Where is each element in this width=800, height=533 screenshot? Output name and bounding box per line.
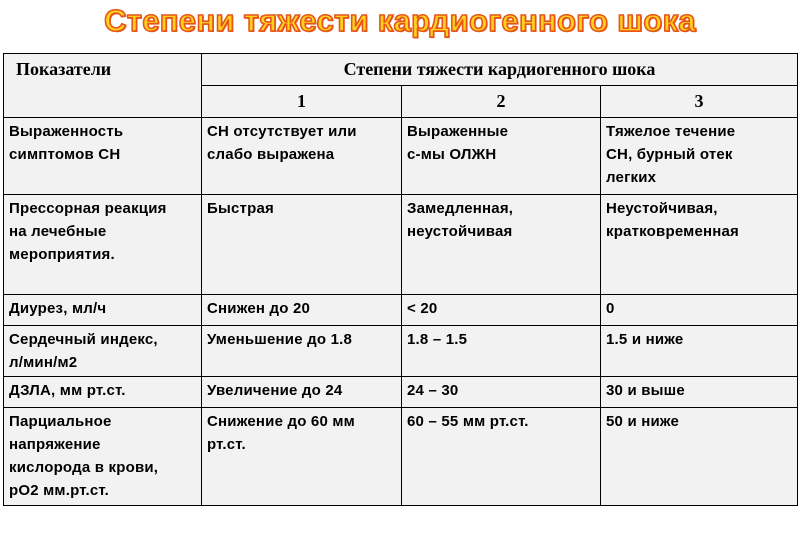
cell-line: рО2 мм.рт.ст. bbox=[9, 482, 109, 499]
cell-line: Тяжелое течение bbox=[606, 123, 736, 140]
cell-line: Снижен до 20 bbox=[207, 300, 311, 317]
degree-3: 3 bbox=[601, 86, 798, 118]
cell-line: Парциальное bbox=[9, 413, 112, 430]
cell-line: 60 – 55 мм рт.ст. bbox=[407, 413, 529, 430]
table-row bbox=[4, 326, 798, 377]
degree-1-cell bbox=[202, 118, 402, 195]
cell-line: кратковременная bbox=[606, 223, 740, 240]
cell-line: Замедленная, bbox=[407, 200, 514, 217]
indicator-cell bbox=[4, 195, 202, 295]
indicator-cell bbox=[4, 377, 202, 408]
cell-line: неустойчивая bbox=[407, 223, 513, 240]
cell-line: Быстрая bbox=[207, 200, 274, 217]
cell-line: симптомов СН bbox=[9, 146, 121, 163]
degree-3-cell bbox=[601, 195, 798, 295]
slide-title: Степени тяжести кардиогенного шока bbox=[104, 3, 696, 38]
degree-1-cell bbox=[202, 326, 402, 377]
degree-2-cell bbox=[402, 195, 601, 295]
indicator-cell bbox=[4, 326, 202, 377]
degree-1-cell bbox=[202, 408, 402, 506]
cell-line: Уменьшение до 1.8 bbox=[207, 331, 353, 348]
severity-table bbox=[3, 53, 798, 506]
cell-line: Диурез, мл/ч bbox=[9, 300, 107, 317]
cell-line: 0 bbox=[606, 300, 615, 317]
degree-3-cell bbox=[601, 295, 798, 326]
indicator-cell bbox=[4, 118, 202, 195]
degree-3-cell bbox=[601, 118, 798, 195]
cell-line: Неустойчивая, bbox=[606, 200, 718, 217]
cell-line: л/мин/м2 bbox=[9, 354, 78, 371]
cell-line: СН отсутствует или bbox=[207, 123, 357, 140]
degree-2: 2 bbox=[402, 86, 601, 118]
cell-line: легких bbox=[606, 169, 657, 186]
cell-line: Выраженность bbox=[9, 123, 124, 140]
cell-line: Сердечный индекс, bbox=[9, 331, 158, 348]
cell-line: Снижение до 60 мм bbox=[207, 413, 355, 430]
indicator-cell bbox=[4, 408, 202, 506]
header-row bbox=[4, 54, 798, 86]
cell-line: Прессорная реакция bbox=[9, 200, 167, 217]
cell-line: СН, бурный отек bbox=[606, 146, 733, 163]
header-indicators: Показатели bbox=[4, 54, 202, 118]
degree-2-cell bbox=[402, 377, 601, 408]
cell-line: мероприятия. bbox=[9, 246, 115, 263]
cell-line: слабо выражена bbox=[207, 146, 335, 163]
cell-line: 1.8 – 1.5 bbox=[407, 331, 468, 348]
degree-3-cell bbox=[601, 326, 798, 377]
cell-line: напряжение bbox=[9, 436, 101, 453]
cell-line: < 20 bbox=[407, 300, 438, 317]
cell-line: 50 и ниже bbox=[606, 413, 680, 430]
degree-2-cell bbox=[402, 118, 601, 195]
degree-2-cell bbox=[402, 408, 601, 506]
cell-line: рт.ст. bbox=[207, 436, 246, 453]
indicator-cell bbox=[4, 295, 202, 326]
cell-line: Увеличение до 24 bbox=[207, 382, 343, 399]
table-row bbox=[4, 195, 798, 295]
cell-line: 30 и выше bbox=[606, 382, 685, 399]
cell-line: 24 – 30 bbox=[407, 382, 459, 399]
table-row bbox=[4, 408, 798, 506]
cell-line: 1.5 и ниже bbox=[606, 331, 684, 348]
table-row bbox=[4, 377, 798, 408]
header-severity: Степени тяжести кардиогенного шока bbox=[202, 54, 798, 86]
table-row bbox=[4, 295, 798, 326]
degree-1-cell bbox=[202, 195, 402, 295]
degree-2-cell bbox=[402, 326, 601, 377]
cell-line: ДЗЛА, мм рт.ст. bbox=[9, 382, 126, 399]
cell-line: с-мы ОЛЖН bbox=[407, 146, 497, 163]
degree-3-cell bbox=[601, 408, 798, 506]
table-row bbox=[4, 118, 798, 195]
degree-2-cell bbox=[402, 295, 601, 326]
cell-line: Выраженные bbox=[407, 123, 509, 140]
cell-line: на лечебные bbox=[9, 223, 107, 240]
degree-1: 1 bbox=[202, 86, 402, 118]
cell-line: кислорода в крови, bbox=[9, 459, 159, 476]
degree-1-cell bbox=[202, 377, 402, 408]
degree-3-cell bbox=[601, 377, 798, 408]
degree-1-cell bbox=[202, 295, 402, 326]
